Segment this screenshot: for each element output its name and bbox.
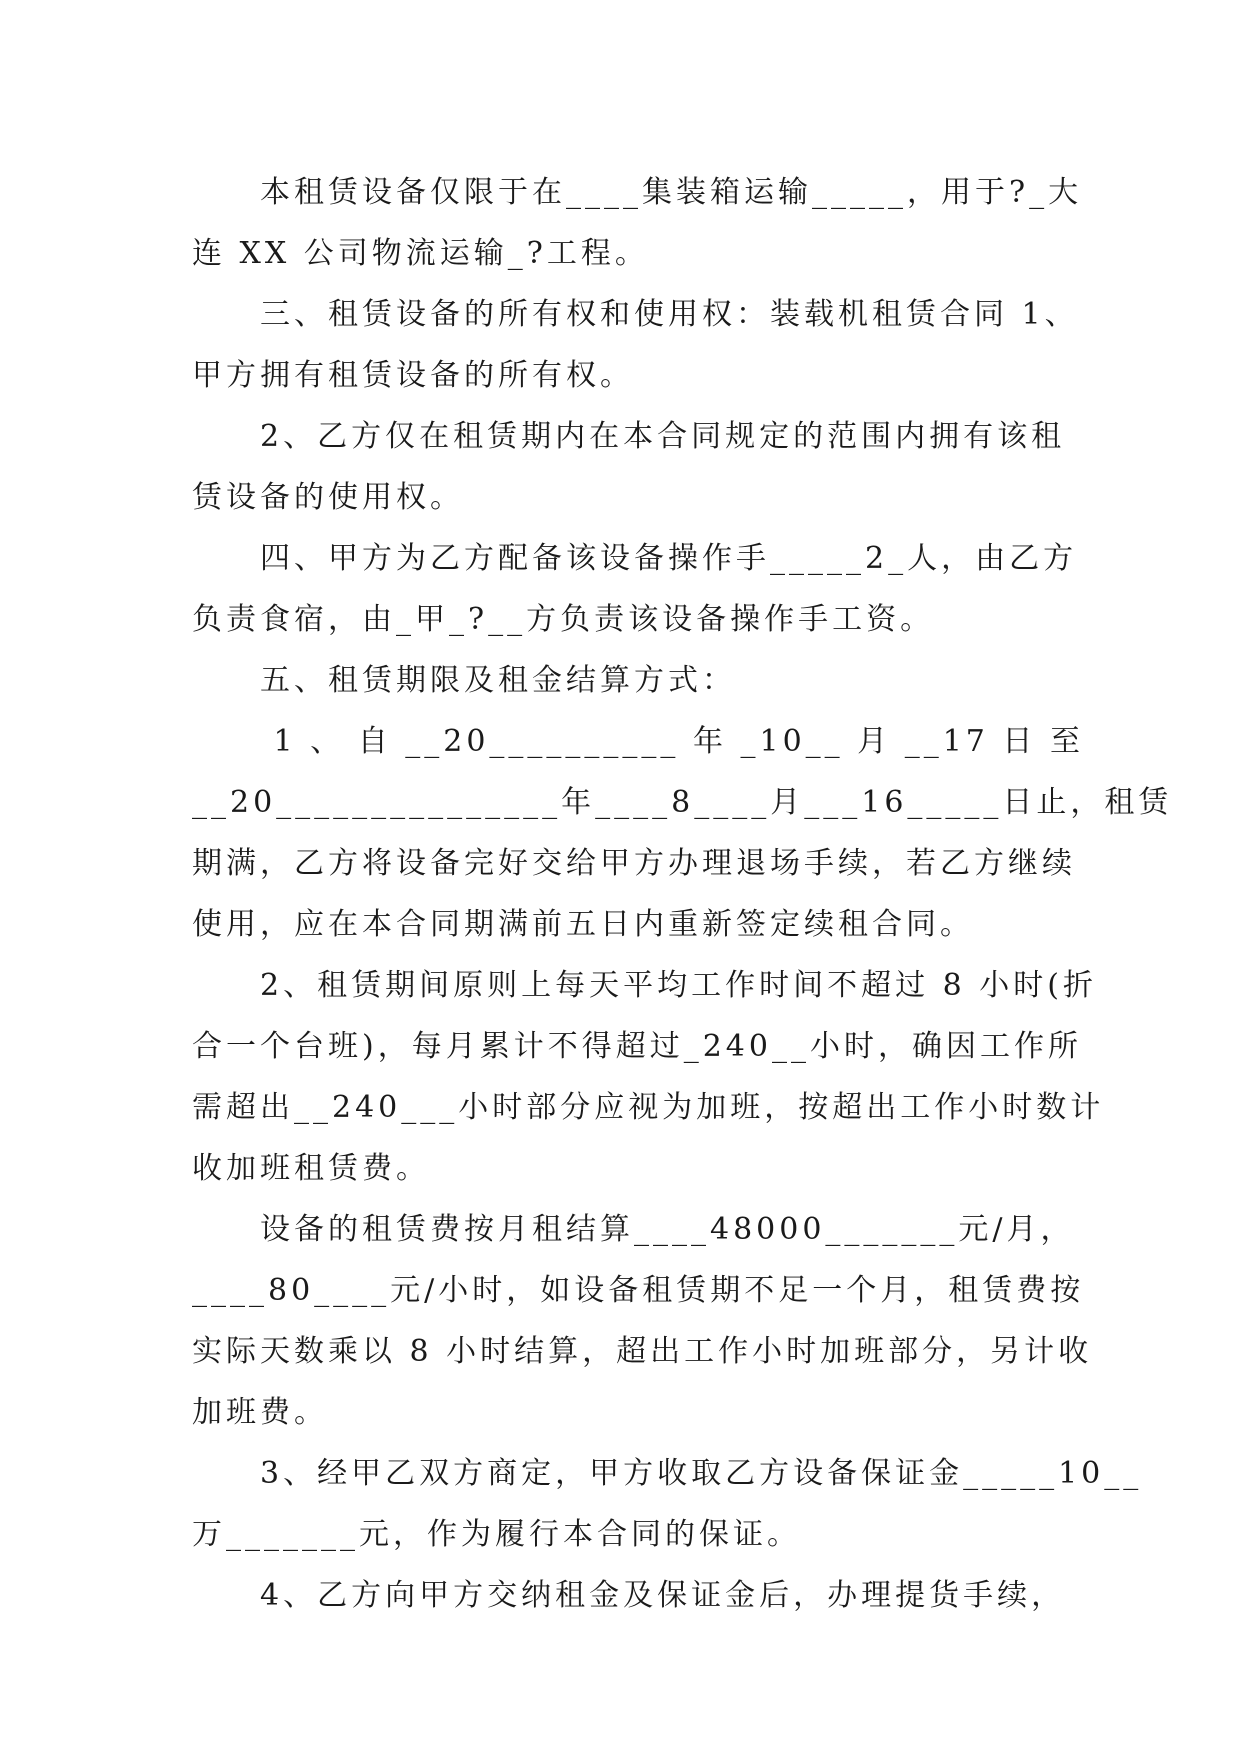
text-line: 赁设备的使用权。: [192, 480, 464, 515]
text-line: 三、租赁设备的所有权和使用权：装载机租赁合同 1、: [192, 297, 1079, 332]
text-line: 期满，乙方将设备完好交给甲方办理退场手续，若乙方继续: [192, 846, 1076, 881]
text-line: 四、甲方为乙方配备该设备操作手_____2_人，由乙方: [192, 541, 1078, 576]
paragraph-operators: [192, 528, 1078, 650]
paragraph-pickup: [192, 1565, 1066, 1626]
text-line: 设备的租赁费按月租结算____48000_______元/月，: [192, 1212, 1075, 1247]
paragraph-usage-right: [192, 406, 1066, 528]
paragraph-rental-fee: [192, 1199, 1093, 1443]
text-line: 需超出__240___小时部分应视为加班，按超出工作小时数计: [192, 1090, 1105, 1125]
contract-body: [192, 162, 1173, 1626]
paragraph-working-hours: [192, 955, 1105, 1199]
paragraph-ownership-heading: [192, 284, 1079, 406]
text-line: 收加班租赁费。: [192, 1151, 430, 1186]
text-line: 3、经甲乙双方商定，甲方收取乙方设备保证金_____10__: [192, 1456, 1143, 1491]
text-line: 五、租赁期限及租金结算方式：: [192, 663, 736, 698]
text-line: ____80____元/小时，如设备租赁期不足一个月，租赁费按: [192, 1273, 1085, 1308]
text-line: 连 XX 公司物流运输_?工程。: [192, 236, 649, 271]
text-line: 4、乙方向甲方交纳租金及保证金后，办理提货手续，: [192, 1578, 1066, 1613]
text-line: 甲方拥有租赁设备的所有权。: [192, 358, 634, 393]
text-line: 加班费。: [192, 1395, 328, 1430]
text-line: 2、租赁期间原则上每天平均工作时间不超过 8 小时(折: [192, 968, 1097, 1003]
paragraph-usage-scope: [192, 162, 1083, 284]
text-line: 负责食宿，由_甲_?__方负责该设备操作手工资。: [192, 602, 935, 637]
paragraph-deposit: [192, 1443, 1143, 1565]
text-line: 本租赁设备仅限于在____集装箱运输_____，用于?_大: [192, 175, 1083, 210]
text-line: 2、乙方仅在租赁期内在本合同规定的范围内拥有该租: [192, 419, 1066, 454]
text-line: 1 、 自 __20__________ 年 _10__ 月 __17 日 至: [192, 724, 1084, 759]
paragraph-lease-period: [192, 711, 1173, 955]
text-line: 合一个台班)，每月累计不得超过_240__小时，确因工作所: [192, 1029, 1082, 1064]
text-line: 万_______元，作为履行本合同的保证。: [192, 1517, 801, 1552]
text-line: 实际天数乘以 8 小时结算，超出工作小时加班部分，另计收: [192, 1334, 1093, 1369]
text-line: __20_______________年____8____月___16_____日止，租赁: [192, 785, 1173, 820]
paragraph-term-heading: [192, 650, 1047, 711]
text-line: 使用，应在本合同期满前五日内重新签定续租合同。: [192, 907, 974, 942]
